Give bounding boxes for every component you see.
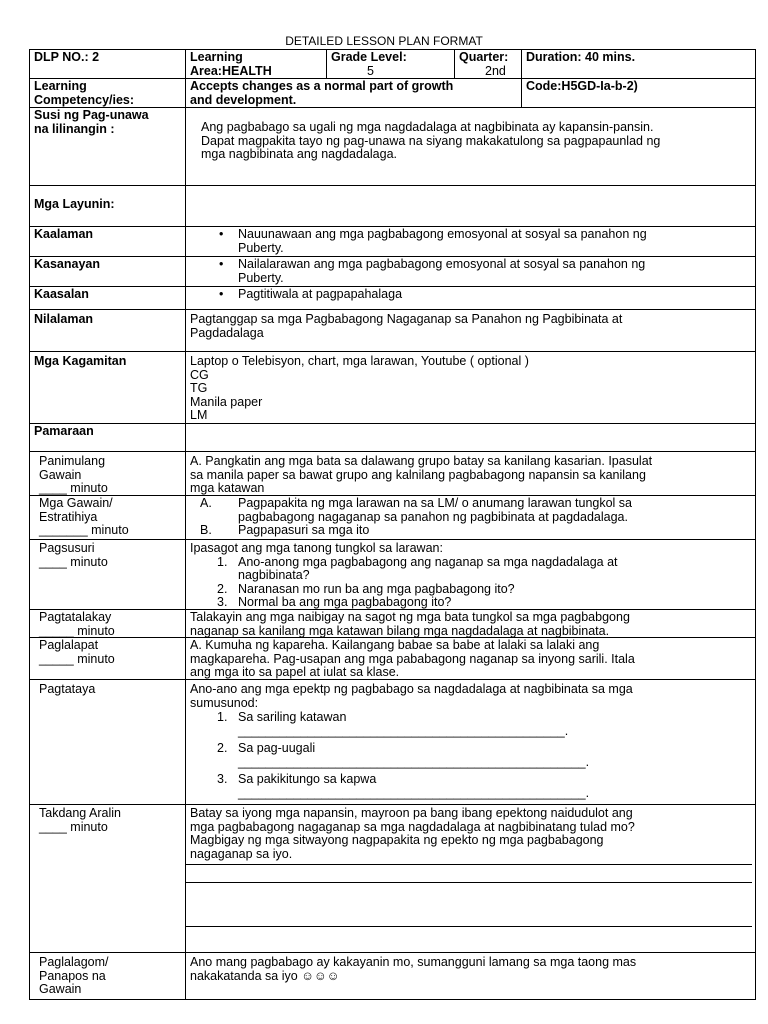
susi-line-2: Dapat magpakita tayo ng pag-unawa na siyang makakatulong sa pagpapaunlad ng	[201, 133, 661, 148]
kagamitan-item: CG	[190, 367, 209, 382]
learning-area: Area:HEALTH	[190, 63, 272, 78]
competency-label-1: Learning	[34, 79, 87, 93]
layunin-blank-cell	[186, 186, 756, 227]
pagtataya-item-1-text: Sa sariling katawan	[238, 710, 347, 724]
nilalaman-text-cell	[186, 310, 756, 352]
nilalaman-line-1: Pagtanggap sa mga Pagbabagong Nagaganap sa Panahon ng Pagbibinata at	[190, 312, 623, 326]
takdang-line-3: Magbigay ng mga sitwayong nagpapakita ng epekto ng mga pagbabagong	[190, 833, 604, 847]
kaalaman-label-cell	[30, 227, 186, 257]
dlp-number: DLP NO.: 2	[34, 50, 100, 64]
gawain-b-line-1: Pagpapasuri sa mga ito	[238, 523, 370, 537]
kaalaman-line-1: • Nauunawaan ang mga pagbabagong emosyonal at sosyal sa panahon ng	[238, 227, 647, 241]
pamaraan-label: Pamaraan	[34, 424, 94, 438]
pagtataya-item-1	[190, 711, 751, 738]
paglalapat-line-3: ang mga ito sa papel at iulat sa klase.	[190, 665, 400, 679]
paglalagom-text-cell	[186, 953, 756, 1000]
kaalaman-bullet	[190, 228, 751, 255]
pagsusuri-q1-line-2: nagbibinata?	[238, 568, 310, 582]
kaasalan-label-cell	[30, 287, 186, 310]
kaasalan-bullet	[190, 288, 751, 302]
pagtataya-number: 3.	[217, 772, 228, 786]
pagtataya-item-3-blank: __________________________________________________.	[238, 785, 590, 800]
paglalapat-line-1: A. Kumuha ng kapareha. Kailangang babae sa babe at lalaki sa lalaki ang	[190, 638, 600, 652]
paglalapat-label-2: _____ minuto	[39, 651, 115, 666]
kagamitan-item: Manila paper	[190, 394, 263, 409]
kaalaman-text-cell	[186, 227, 756, 257]
nilalaman-label-cell	[30, 310, 186, 352]
takdang-label-1: Takdang Aralin	[39, 806, 122, 820]
panimulang-label-cell	[30, 452, 186, 496]
pagtataya-item-3	[190, 773, 751, 800]
kasanayan-text-cell	[186, 257, 756, 287]
takdang-line-4: nagaganap sa iyo.	[190, 846, 293, 861]
kaasalan-text-cell	[186, 287, 756, 310]
duration: Duration: 40 mins.	[526, 50, 636, 64]
paglalagom-label-3: Gawain	[39, 982, 82, 996]
layunin-label-cell	[30, 186, 186, 227]
document-title: DETAILED LESSON PLAN FORMAT	[285, 34, 483, 48]
kaasalan-label: Kaasalan	[34, 287, 89, 301]
pagtataya-intro-2: sumusunod:	[190, 695, 259, 710]
gawain-label-2: Estratihiya	[39, 509, 98, 524]
pagtataya-number: 1.	[217, 710, 228, 724]
kagamitan-item: Laptop o Telebisyon, chart, mga larawan, Youtube ( optional )	[190, 354, 529, 368]
pagsusuri-label-cell	[30, 540, 186, 610]
answer-line	[186, 882, 752, 883]
pamaraan-label-cell	[30, 424, 186, 452]
pagsusuri-number: 1.	[217, 554, 228, 569]
nilalaman-line-2: Pagdadalaga	[190, 325, 264, 340]
susi-label-2: na lilinangin :	[34, 121, 115, 136]
pagtatalakay-line-1: Talakayin ang mga naibigay na sagot ng mga bata tungkol sa mga pagbabgong	[190, 610, 630, 624]
takdang-text-cell	[186, 805, 756, 953]
susi-line-1: Ang pagbabago sa ugali ng mga nagdadalaga at nagbibinata ay kapansin-pansin.	[201, 120, 654, 134]
gawain-letter-a: A.	[200, 496, 212, 510]
pagtataya-label-cell	[30, 680, 186, 805]
pagtatalakay-text-cell	[186, 610, 756, 638]
dlp-number-cell	[30, 50, 186, 79]
susi-label-1: Susi ng Pag-unawa	[34, 108, 149, 122]
pagsusuri-label-2: ____ minuto	[39, 554, 108, 569]
quarter-cell	[455, 50, 522, 79]
gawain-a-line-2: pagbabagong nagaganap sa panahon ng pagbibinata at pagdadalaga.	[238, 509, 628, 524]
panimulang-label-2: Gawain	[39, 467, 82, 482]
paglalagom-label-cell	[30, 953, 186, 1000]
grade-level-label: Grade Level:	[331, 50, 407, 64]
kagamitan-item: LM	[190, 408, 208, 422]
kagamitan-text-cell	[186, 352, 756, 424]
nilalaman-label: Nilalaman	[34, 312, 94, 326]
kaalaman-line-2: Puberty.	[238, 240, 284, 255]
pagtataya-item-2-text: Sa pag-uugali	[238, 741, 316, 755]
pagtatalakay-line-2: naganap sa kanilang mga katawan bilang mga nagdadalaga at nagbibinata.	[190, 623, 610, 638]
kaasalan-line-1: • Pagtitiwala at pagpapahalaga	[238, 287, 403, 301]
panimulang-label-1: Panimulang	[39, 454, 106, 468]
pagtataya-text-cell	[186, 680, 756, 805]
pagsusuri-text-cell	[186, 540, 756, 610]
kasanayan-bullet	[190, 258, 751, 285]
layunin-label: Mga Layunin:	[34, 197, 115, 211]
pagsusuri-question-1	[190, 556, 751, 583]
pagsusuri-number: 2.	[217, 581, 228, 596]
competency-text-2: and development.	[190, 92, 297, 107]
panimulang-line-2: sa manila paper sa bawat grupo ang kalnilang pagbabagong napansin sa kanilang	[190, 467, 646, 482]
paglalagom-line-1: Ano mang pagbabago ay kakayanin mo, sumangguni lamang sa mga taong mas	[190, 955, 637, 969]
gawain-label-3: _______ minuto	[39, 523, 129, 537]
pagtataya-intro-1: Ano-ano ang mga epektp ng pagbabago sa nagdadalaga at nagbibinata sa mga	[190, 682, 633, 696]
paglalapat-text-cell	[186, 638, 756, 680]
takdang-line-1: Batay sa iyong mga napansin, mayroon pa bang ibang epektong naidudulot ang	[190, 806, 633, 820]
pagsusuri-q2-line-1: Naranasan mo run ba ang mga pagbabagong ito?	[238, 581, 515, 596]
duration-cell	[522, 50, 756, 79]
pagtataya-item-3-text: Sa pakikitungo sa kapwa	[238, 772, 377, 786]
kagamitan-label: Mga Kagamitan	[34, 354, 127, 368]
takdang-line-2: mga pagbabagong nagaganap sa mga nagdadalaga at nagbibinatang tulad mo?	[190, 819, 635, 834]
gawain-label-1: Mga Gawain/	[39, 496, 113, 510]
kasanayan-line-1: • Nailalarawan ang mga pagbabagong emosyonal at sosyal sa panahon ng	[238, 257, 646, 271]
takdang-label-cell	[30, 805, 186, 953]
gawain-letter-b: B.	[200, 523, 212, 537]
susi-text-cell	[186, 108, 756, 186]
learning-area-cell	[186, 50, 327, 79]
panimulang-line-3: mga katawan	[190, 481, 265, 495]
pagsusuri-question-2	[190, 583, 751, 597]
gawain-item-a	[190, 497, 751, 524]
grade-level-cell	[327, 50, 455, 79]
answer-line	[186, 926, 752, 927]
lesson-plan-table	[29, 49, 756, 1000]
pagtatalakay-label-cell	[30, 610, 186, 638]
pagsusuri-label-1: Pagsusuri	[39, 541, 95, 555]
competency-text-1: Accepts changes as a normal part of growth	[190, 79, 454, 93]
competency-code-cell	[522, 79, 756, 108]
pagsusuri-intro: Ipasagot ang mga tanong tungkol sa larawan:	[190, 541, 443, 555]
competency-label-2: Competency/ies:	[34, 92, 135, 107]
pagsusuri-q3-line-1: Normal ba ang mga pagbabagong ito?	[238, 595, 452, 609]
susi-line-3: mga nagbibinata ang nagdadalaga.	[201, 147, 398, 161]
pagsusuri-q1-line-1: Ano-anong mga pagbabagong ang naganap sa mga nagdadalaga at	[238, 554, 618, 569]
paglalagom-label-2: Panapos na	[39, 968, 106, 983]
paglalagom-line-2: nakakatanda sa iyo ☺☺☺	[190, 968, 340, 983]
learning-label: Learning	[190, 50, 243, 64]
quarter-label: Quarter:	[459, 50, 509, 64]
pagtataya-label: Pagtataya	[39, 682, 96, 696]
pamaraan-blank-cell	[186, 424, 756, 452]
pagtatalakay-label-1: Pagtatalakay	[39, 610, 112, 624]
competency-text-cell	[186, 79, 522, 108]
competency-code: Code:H5GD-Ia-b-2)	[526, 79, 638, 93]
kagamitan-label-cell	[30, 352, 186, 424]
quarter-value: 2nd	[485, 63, 506, 78]
pagtataya-item-2	[190, 742, 751, 769]
takdang-label-2: ____ minuto	[39, 819, 108, 834]
kasanayan-label: Kasanayan	[34, 257, 101, 271]
panimulang-label-3: ____ minuto	[39, 481, 108, 495]
paglalagom-label-1: Paglalagom/	[39, 955, 109, 969]
competency-label-cell	[30, 79, 186, 108]
gawain-item-b	[190, 524, 751, 538]
kasanayan-label-cell	[30, 257, 186, 287]
panimulang-line-1: A. Pangkatin ang mga bata sa dalawang grupo batay sa kanilang kasarian. Ipasulat	[190, 454, 653, 468]
pagtataya-number: 2.	[217, 741, 228, 755]
pagtataya-item-2-blank: __________________________________________________.	[238, 754, 590, 769]
answer-line	[186, 864, 752, 865]
paglalapat-label-1: Paglalapat	[39, 638, 99, 652]
gawain-text-cell	[186, 496, 756, 540]
paglalapat-line-2: magkapareha. Pag-usapan ang mga pababagong naganap sa inyong sarili. Itala	[190, 651, 635, 666]
kagamitan-item: TG	[190, 381, 208, 395]
gawain-label-cell	[30, 496, 186, 540]
pagtataya-item-1-blank: _______________________________________________.	[238, 723, 569, 738]
susi-label-cell	[30, 108, 186, 186]
paglalapat-label-cell	[30, 638, 186, 680]
gawain-a-line-1: Pagpapakita ng mga larawan na sa LM/ o anumang larawan tungkol sa	[238, 496, 633, 510]
pagsusuri-question-3	[190, 596, 751, 610]
panimulang-text-cell	[186, 452, 756, 496]
kasanayan-line-2: Puberty.	[238, 270, 284, 285]
grade-level-value: 5	[367, 63, 374, 78]
kaalaman-label: Kaalaman	[34, 227, 94, 241]
pagtatalakay-label-2: _____ minuto	[39, 623, 115, 638]
pagsusuri-number: 3.	[217, 595, 228, 609]
